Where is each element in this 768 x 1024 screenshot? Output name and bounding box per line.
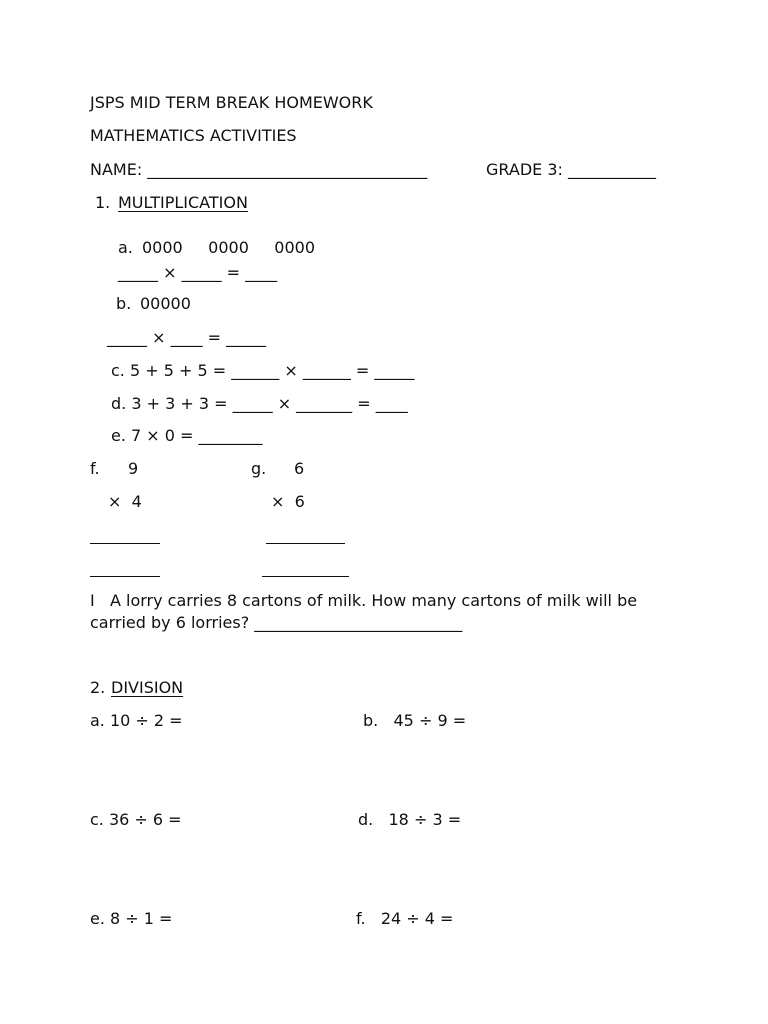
question-2c: c. 36 ÷ 6 = <box>90 810 182 829</box>
question-1f-answer-line-2 <box>90 576 160 577</box>
question-1b-groups: 00000 <box>140 294 191 313</box>
section-1-number: 1. <box>95 193 111 212</box>
worksheet-title: JSPS MID TERM BREAK HOMEWORK <box>90 93 373 112</box>
question-1a-label: a. <box>118 238 133 257</box>
question-1f-multiplier: × 4 <box>108 492 142 511</box>
question-2e: e. 8 ÷ 1 = <box>90 909 173 928</box>
question-2b: b. 45 ÷ 9 = <box>363 711 467 730</box>
question-1g-multiplier: × 6 <box>271 492 305 511</box>
name-field-label: NAME: ___________________________________ <box>90 160 428 179</box>
question-1f-answer-line-1 <box>90 543 160 544</box>
question-1d: d. 3 + 3 + 3 = _____ × _______ = ____ <box>111 394 408 413</box>
question-1c: c. 5 + 5 + 5 = ______ × ______ = _____ <box>111 361 415 380</box>
question-1a-equation: _____ × _____ = ____ <box>118 263 278 282</box>
worksheet-subject: MATHEMATICS ACTIVITIES <box>90 126 297 145</box>
question-1b-label: b. <box>116 294 132 313</box>
question-2f: f. 24 ÷ 4 = <box>356 909 454 928</box>
section-2-number: 2. <box>90 678 106 697</box>
word-problem-line-1: I A lorry carries 8 cartons of milk. How many cartons of milk will be <box>90 591 638 610</box>
question-1a-groups: 0000 0000 0000 <box>142 238 316 257</box>
question-1g-top-number: 6 <box>294 459 305 478</box>
question-1e: e. 7 × 0 = ________ <box>111 426 263 445</box>
question-1g-answer-line-2 <box>262 576 349 577</box>
section-1-heading: MULTIPLICATION <box>118 193 248 212</box>
question-2d: d. 18 ÷ 3 = <box>358 810 462 829</box>
question-2a: a. 10 ÷ 2 = <box>90 711 183 730</box>
question-1f-label: f. <box>90 459 100 478</box>
grade-field-label: GRADE 3: ___________ <box>486 160 656 179</box>
section-2-heading: DIVISION <box>111 678 184 697</box>
question-1g-label: g. <box>251 459 267 478</box>
question-1b-equation: _____ × ____ = _____ <box>107 328 267 347</box>
question-1f-top-number: 9 <box>128 459 139 478</box>
word-problem-line-2: carried by 6 lorries? __________________________ <box>90 613 463 632</box>
question-1g-answer-line-1 <box>266 543 345 544</box>
